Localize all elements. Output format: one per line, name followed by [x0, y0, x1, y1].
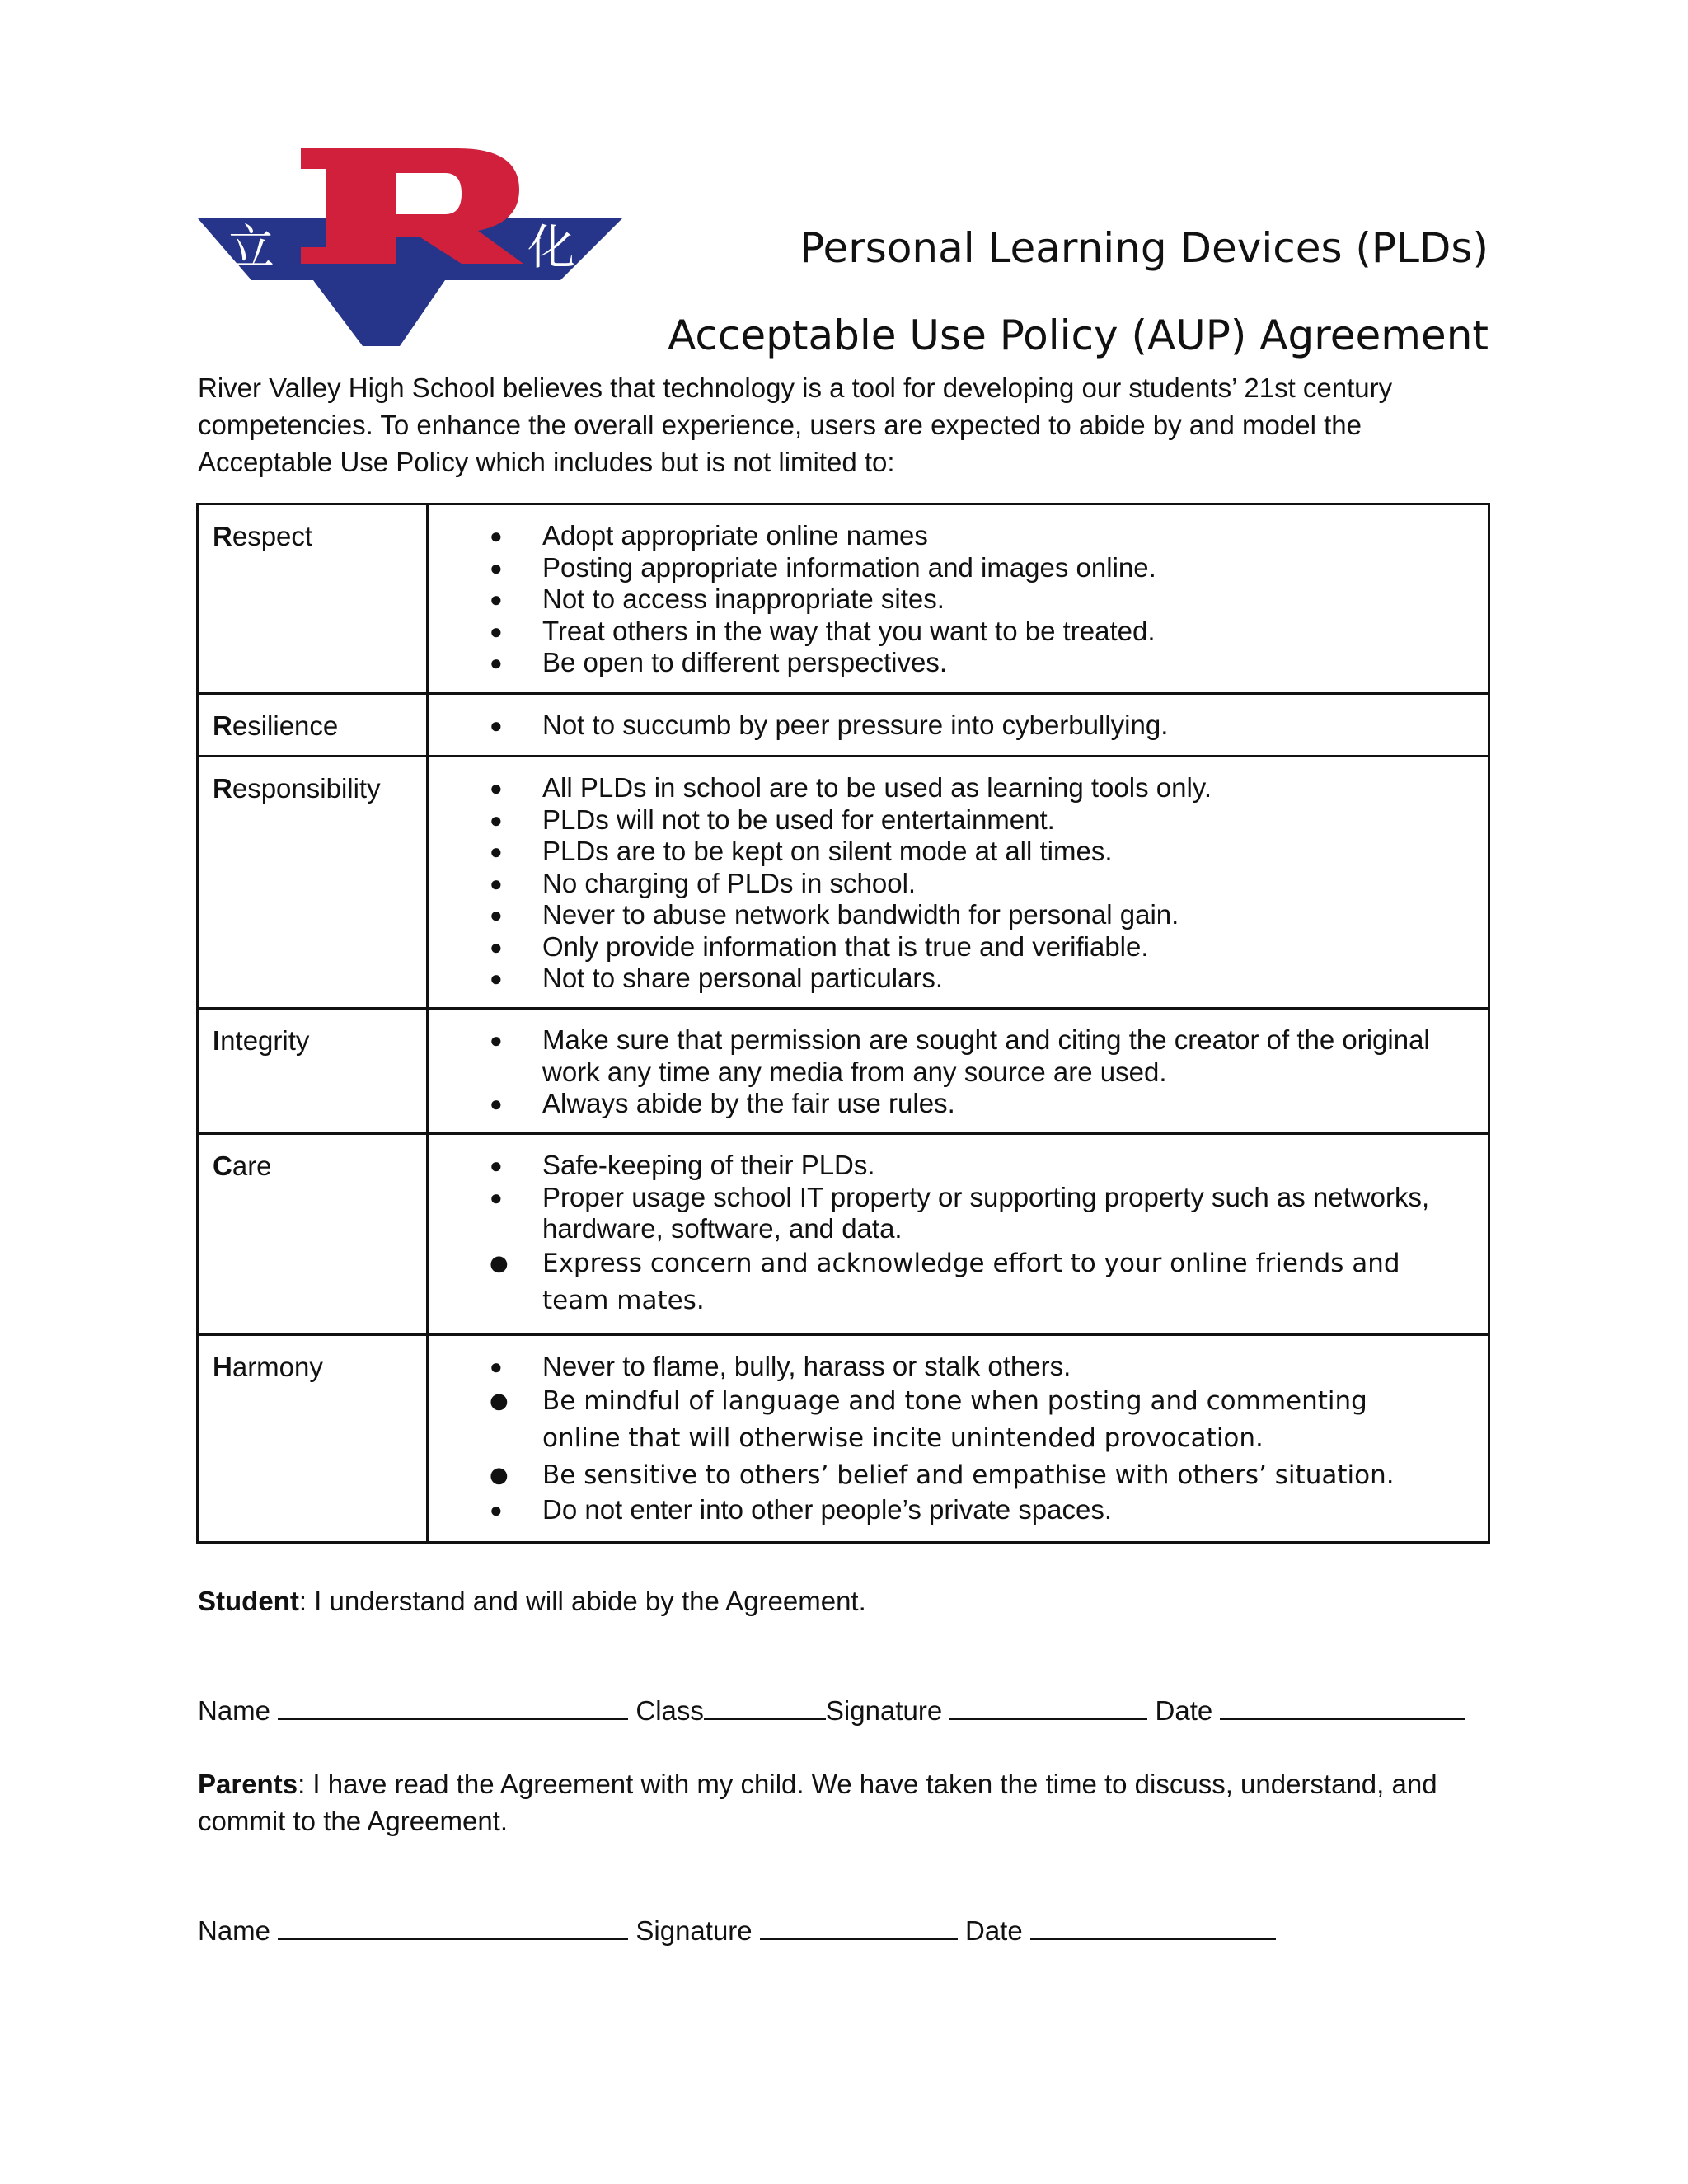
value-label: Responsibility — [198, 757, 428, 1009]
class-label: Class — [635, 1695, 704, 1726]
table-row-care — [198, 1134, 1489, 1335]
value-label: Care — [198, 1134, 428, 1335]
document-title-line-1: Personal Learning Devices (PLDs) — [799, 224, 1489, 272]
list-item: ● Proper usage school IT property or supporting property such as networks, hardware, software, and data. — [429, 1182, 1488, 1245]
list-item: ● All PLDs in school are to be used as learning tools only. — [429, 772, 1488, 804]
parents-statement: Parents: I have read the Agreement with my child. We have taken the time to discuss, understand, and commit to the Agreement. — [198, 1769, 1437, 1836]
name-label: Name — [198, 1915, 271, 1946]
value-items — [428, 757, 1489, 1009]
parent-signature-field[interactable] — [760, 1914, 958, 1940]
table-row-resilience — [198, 694, 1489, 757]
value-items — [428, 504, 1489, 694]
list-item: ● Be mindful of language and tone when posting and commenting online that will otherwise incite unintended provocation. — [429, 1383, 1488, 1457]
value-label: Harmony — [198, 1335, 428, 1543]
school-logo — [198, 148, 622, 346]
list-item: ● Never to flame, bully, harass or stalk others. — [429, 1351, 1488, 1383]
table-row-respect — [198, 504, 1489, 694]
value-items — [428, 1009, 1489, 1134]
value-label: Respect — [198, 504, 428, 694]
list-item: ● Do not enter into other people’s private spaces. — [429, 1494, 1488, 1526]
value-items — [428, 1335, 1489, 1543]
list-item: ● Adopt appropriate online names — [429, 520, 1488, 552]
logo-char-left: 立 — [227, 219, 275, 275]
list-item: ● Always abide by the fair use rules. — [429, 1088, 1488, 1120]
list-item: ● PLDs will not to be used for entertainment. — [429, 804, 1488, 837]
table-row-responsibility — [198, 757, 1489, 1009]
list-item: ● Express concern and acknowledge effort to your online friends and team mates. — [429, 1245, 1488, 1319]
list-item: ● Make sure that permission are sought and citing the creator of the original work any time any media from any source are used. — [429, 1024, 1488, 1088]
student-signature-field[interactable] — [950, 1694, 1147, 1720]
list-item: ● Safe-keeping of their PLDs. — [429, 1150, 1488, 1182]
table-row-integrity — [198, 1009, 1489, 1134]
list-item: ● Treat others in the way that you want to be treated. — [429, 616, 1488, 648]
parents-label: Parents — [198, 1769, 298, 1799]
signature-label: Signature — [635, 1915, 753, 1946]
parent-date-field[interactable] — [1030, 1914, 1276, 1940]
list-item: ● Be open to different perspectives. — [429, 647, 1488, 679]
student-class-field[interactable] — [704, 1694, 826, 1720]
list-item: ● Only provide information that is true and verifiable. — [429, 931, 1488, 963]
list-item: ● Not to share personal particulars. — [429, 963, 1488, 995]
logo-char-right: 化 — [528, 219, 576, 275]
student-date-field[interactable] — [1220, 1694, 1465, 1720]
aup-values-table — [196, 503, 1490, 1544]
student-label: Student — [198, 1586, 299, 1616]
name-label: Name — [198, 1695, 271, 1726]
date-label: Date — [1155, 1695, 1213, 1726]
document-title-line-2: Acceptable Use Policy (AUP) Agreement — [668, 312, 1489, 359]
value-label: Integrity — [198, 1009, 428, 1134]
date-label: Date — [964, 1915, 1023, 1946]
value-label: Resilience — [198, 694, 428, 757]
student-signature-row — [198, 1694, 1465, 1727]
intro-paragraph: River Valley High School believes that technology is a tool for developing our students’ 21st century competencies. To enhance the overall experience, users are expected to abide by and model the Acceptable Use Policy which includes but is not limited to: — [198, 373, 1393, 477]
list-item: ● Be sensitive to others’ belief and empathise with others’ situation. — [429, 1457, 1488, 1494]
student-statement: Student: I understand and will abide by the Agreement. — [198, 1586, 866, 1616]
table-row-harmony — [198, 1335, 1489, 1543]
list-item: ● Posting appropriate information and images online. — [429, 552, 1488, 584]
list-item: ● PLDs are to be kept on silent mode at all times. — [429, 836, 1488, 868]
list-item: ● Not to access inappropriate sites. — [429, 583, 1488, 616]
student-name-field[interactable] — [278, 1694, 628, 1720]
parent-name-field[interactable] — [278, 1914, 628, 1940]
parents-signature-row — [198, 1914, 1276, 1947]
list-item: ● Never to abuse network bandwidth for personal gain. — [429, 899, 1488, 931]
value-items — [428, 694, 1489, 757]
list-item: ● No charging of PLDs in school. — [429, 868, 1488, 900]
value-items — [428, 1134, 1489, 1335]
signature-label: Signature — [825, 1695, 943, 1726]
list-item: ● Not to succumb by peer pressure into cyberbullying. — [429, 710, 1488, 742]
